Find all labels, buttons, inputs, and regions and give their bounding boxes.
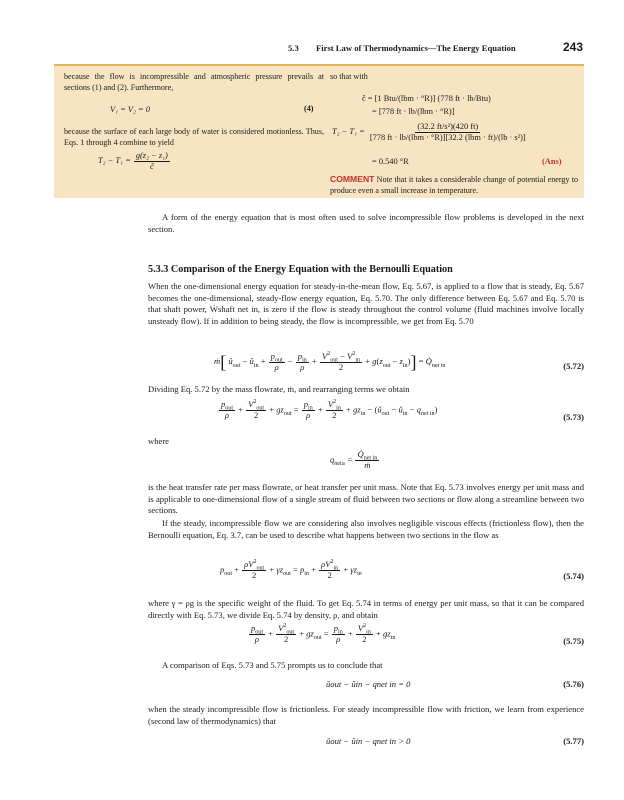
comment-block bbox=[330, 174, 578, 197]
answer-label: (Ans) bbox=[542, 157, 562, 166]
equation-5-74: $p_{out}$ + $\frac{\rho V^2_{out}}{2}$ + $\gamma z_{out} = p_{in}$ + $\frac{\rho V^2_{in}}{2}$ + $\gamma z_{in}$ bbox=[220, 559, 362, 580]
qnet-eq-num: Q̇ bbox=[357, 449, 364, 459]
box-right-text-1: so that with bbox=[330, 72, 368, 81]
eq-c-line-2: = [778 ft · lb/(lbm · °R)] bbox=[372, 107, 455, 116]
equation-5-75: $\frac{p_{out}}{\rho}$ + $\frac{V^2_{out}}{2}$ + $gz_{out}$ = $\frac{p_{in}}{\rho}$ + $\frac{V^2_{in}}{2}$ + $gz_{in}$ bbox=[251, 623, 396, 644]
equation-5-77-number: (5.77) bbox=[563, 736, 584, 746]
running-header bbox=[288, 41, 583, 55]
eq-yield-den: č bbox=[149, 161, 154, 171]
qnet-subsub: in bbox=[341, 462, 346, 468]
paragraph-6: where γ = ρg is the specific weight of the fluid. To get Eq. 5.74 in terms of energy per unit mass, so that it can be compared directly with Eq. 5.73, we divide Eq. 5.74 by density, ρ, and obtain bbox=[148, 598, 584, 620]
qnet-eq-num-sub: net in bbox=[363, 455, 378, 462]
comment-label: COMMENT bbox=[330, 174, 375, 184]
main-text bbox=[148, 212, 584, 792]
header-section-number: 5.3 bbox=[288, 43, 299, 53]
subsection-heading: 5.3.3 Comparison of the Energy Equation with the Bernoulli Equation bbox=[148, 264, 453, 275]
qnet-eq-den: ṁ bbox=[364, 459, 371, 470]
paragraph-3: Dividing Eq. 5.72 by the mass flowrate, ṁ, and rearranging terms we obtain bbox=[148, 384, 410, 394]
eq-yield-num: g(z₂ − z₁) bbox=[135, 151, 168, 160]
qnet-sub: net bbox=[334, 461, 342, 468]
eq-velocity-zero-text: V₁ = V₂ = 0 bbox=[110, 105, 150, 114]
eq-4-number: (4) bbox=[304, 104, 314, 113]
equation-5-73-number: (5.73) bbox=[563, 412, 584, 422]
equation-5-72-number: (5.72) bbox=[563, 361, 584, 371]
eq-temperature-rise-numeric bbox=[332, 122, 529, 142]
example-solution-box bbox=[54, 64, 584, 198]
eq-t-num: (32.2 ft/s²)(420 ft) bbox=[417, 122, 479, 131]
equation-5-73: $\frac{p_{out}}{\rho}$ + $\frac{V^2_{out}}{2}$ + $gz_{out}$ = $\frac{p_{in}}{\rho}$ + $\frac{V^2_{in}}{2}$ + $gz_{in}$ − ($ǔ_{out}$ − $ǔ_{in} - q_{net in}$) bbox=[221, 399, 438, 420]
equation-5-76: ǔout − ǔin − qnet in = 0 bbox=[326, 679, 411, 689]
eq-t-lhs: T₂ − T₁ = bbox=[332, 127, 365, 137]
paragraph-4: is the heat transfer rate per mass flowrate, or heat transfer per unit mass. Note that Eq. 5.73 involves energy per unit mass and is applicable to one-dimensional flow of a single stream of fluid between two sections or flow along a streamline between two sections. bbox=[148, 482, 584, 516]
qnet-lhs: q bbox=[330, 454, 335, 465]
paragraph-1: A form of the energy equation that is most often used to solve incompressible flow problems is developed in the next section. bbox=[148, 212, 584, 234]
where-label: where bbox=[148, 436, 169, 446]
paragraph-8: when the steady incompressible flow is frictionless. For steady incompressible flow with friction, we learn from experience (second law of thermodynamics) that bbox=[148, 704, 584, 726]
box-right-column bbox=[330, 72, 579, 195]
equation-5-75-number: (5.75) bbox=[563, 636, 584, 646]
equation-5-76-number: (5.76) bbox=[563, 679, 584, 689]
equation-5-74-number: (5.74) bbox=[563, 571, 584, 581]
equation-5-77: ǔout − ǔin − qnet in > 0 bbox=[326, 736, 411, 746]
eq-yield-fraction bbox=[134, 151, 170, 171]
paragraph-7: A comparison of Eqs. 5.73 and 5.75 prompts us to conclude that bbox=[162, 660, 383, 670]
header-title: First Law of Thermodynamics—The Energy Equation bbox=[316, 43, 516, 53]
box-left-text-1: because the flow is incompressible and atmospheric pressure prevails at sections (1) and (2). Furthermore, bbox=[64, 72, 324, 92]
qnet-fraction bbox=[355, 450, 379, 471]
paragraph-5: If the steady, incompressible flow we are considering also involves negligible viscous effects (frictionless flow), then the Bernoulli equation, Eq. 3.7, can be used to describe what happens between two sections in the flow as bbox=[148, 518, 584, 540]
comment-text: Note that it takes a considerable change of potential energy to produce even a small increase in temperature. bbox=[330, 175, 579, 195]
box-left-text-2: because the surface of each large body of water is considered motionless. Thus, Eqs. 1 through 4 combine to yield bbox=[64, 127, 324, 147]
equation-5-72: ṁ[ $ǔ_{out}$ − $ǔ_{in}$ + $\frac{p_{out}}{\rho}$ − $\frac{p_{in}}{\rho}$ + $\frac{V^2_{out} - V^2_{in}}{2}$ + $g(z_{out} - z_{in})$] = $Q̇_{net in}$ bbox=[214, 350, 446, 372]
eq-t-fraction bbox=[368, 122, 528, 142]
eq-result: = 0.540 °R bbox=[372, 157, 409, 166]
box-left-column bbox=[64, 72, 324, 171]
paragraph-2: When the one-dimensional energy equation for steady-in-the-mean flow, Eq. 5.67, is applied to a flow that is steady, Eq. 5.67 becomes the one-dimensional, steady-flow energy equation, Eq. 5.70. The only difference between Eq. 5.67 and Eq. 5.70 is that shaft power, Ẇshaft net in, is zero if the flow is steady throughout the control volume (fluid machines involve locally unsteady flow). If in addition to being steady, the flow is incompressible, we get from Eq. 5.70 bbox=[148, 281, 584, 327]
page-number: 243 bbox=[562, 40, 583, 54]
eq-c-line-1: č = [1 Btu/(lbm · °R)] (778 ft · lb/Btu) bbox=[362, 94, 491, 103]
eq-velocity-zero bbox=[110, 104, 150, 115]
eq-yield-lhs: T₂ − T₁ = bbox=[98, 156, 131, 166]
equation-qnet-definition: $q_{netin}$ = $\frac{Q̇_{net in}}{\text{ṁ}}$ bbox=[330, 449, 378, 470]
eq-t-den: [778 ft · lb/(lbm · °R)][32.2 (lbm · ft)/(lb · s²)] bbox=[369, 132, 526, 142]
eq-temperature-rise-symbolic bbox=[98, 151, 171, 171]
